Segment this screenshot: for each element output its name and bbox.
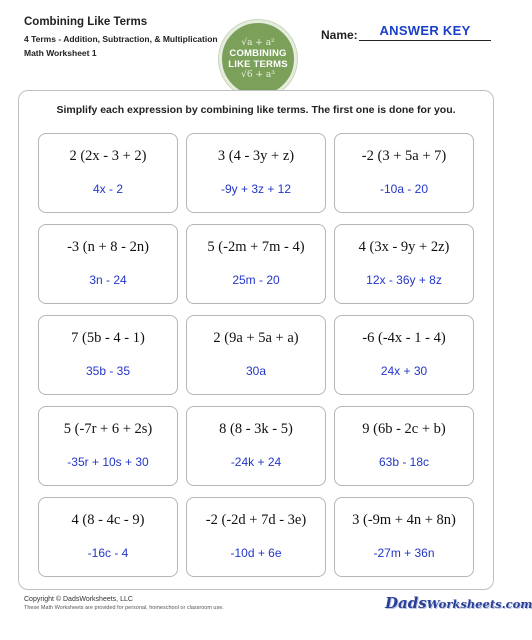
logo-rest-text: Worksheets.com: [426, 597, 532, 611]
problem-card: [334, 133, 474, 213]
problem-answer: 4x - 2: [92, 182, 123, 196]
problem-card: [334, 406, 474, 486]
problem-card: [38, 497, 178, 577]
problem-answer: 63b - 18c: [378, 455, 430, 469]
problem-expression: 4 (8 - 4c - 9): [71, 512, 145, 528]
worksheet-title: Combining Like Terms: [24, 16, 148, 28]
dadsworksheets-logo: [385, 594, 532, 612]
footer: [24, 595, 224, 612]
problem-card: [38, 406, 178, 486]
problem-card: [186, 133, 326, 213]
problem-card: [186, 315, 326, 395]
problem-card: [334, 224, 474, 304]
problem-expression: 2 (2x - 3 + 2): [69, 148, 147, 164]
badge-text-line1: COMBINING: [229, 48, 287, 59]
problem-expression: 9 (6b - 2c + b): [362, 421, 446, 437]
badge-symbols-bottom: √6 + a³: [241, 70, 275, 80]
problem-expression: 4 (3x - 9y + 2z): [358, 239, 450, 255]
problem-answer: 30a: [245, 364, 267, 378]
problem-answer: 3n - 24: [89, 273, 127, 287]
problem-card: [38, 315, 178, 395]
problem-answer: -35r + 10s + 30: [67, 455, 149, 469]
problem-answer: -16c - 4: [87, 546, 129, 560]
topic-badge-icon: [219, 20, 297, 98]
worksheet-number: Math Worksheet 1: [24, 48, 97, 58]
worksheet-subtitle: 4 Terms - Addition, Subtraction, & Multiplication: [24, 34, 218, 44]
answer-key-label: ANSWER KEY: [359, 23, 491, 41]
problem-answer: -24k + 24: [230, 455, 282, 469]
problem-answer: 35b - 35: [85, 364, 131, 378]
instructions: Simplify each expression by combining like terms. The first one is done for you.: [56, 104, 456, 116]
problem-card: [186, 224, 326, 304]
problem-card: [38, 133, 178, 213]
copyright-text: Copyright © DadsWorksheets, LLC: [24, 596, 133, 603]
problem-expression: 8 (8 - 3k - 5): [219, 421, 293, 437]
logo-main-text: Dads: [385, 594, 427, 612]
problem-answer: -27m + 36n: [373, 546, 435, 560]
problem-answer: 24x + 30: [380, 364, 428, 378]
problem-answer: -9y + 3z + 12: [220, 182, 292, 196]
problem-expression: 7 (5b - 4 - 1): [71, 330, 145, 346]
badge-symbols-top: √a + a²: [241, 38, 275, 48]
problem-answer: -10a - 20: [379, 182, 429, 196]
problem-card: [334, 315, 474, 395]
problem-card: [334, 497, 474, 577]
problem-expression: -2 (3 + 5a + 7): [361, 148, 447, 164]
problem-card: [186, 406, 326, 486]
problem-expression: 3 (-9m + 4n + 8n): [352, 512, 456, 528]
name-field: [321, 24, 491, 44]
problem-expression: -3 (n + 8 - 2n): [67, 239, 149, 255]
problem-expression: -6 (-4x - 1 - 4): [362, 330, 446, 346]
problem-expression: 3 (4 - 3y + z): [217, 148, 295, 164]
title-block: [24, 16, 218, 60]
problem-card: [38, 224, 178, 304]
problem-expression: 5 (-7r + 6 + 2s): [63, 421, 153, 437]
problem-expression: 5 (-2m + 7m - 4): [207, 239, 305, 255]
worksheet-header: [0, 0, 512, 90]
problem-expression: 2 (9a + 5a + a): [213, 330, 299, 346]
problem-expression: -2 (-2d + 7d - 3e): [205, 512, 307, 528]
problem-answer: 25m - 20: [232, 273, 280, 287]
problem-card: [186, 497, 326, 577]
name-label: Name:: [321, 28, 358, 42]
problem-answer: -10d + 6e: [230, 546, 282, 560]
problem-answer: 12x - 36y + 8z: [366, 273, 442, 287]
badge-text-line2: LIKE TERMS: [228, 59, 288, 70]
usage-note: These Math Worksheets are provided for personal, homeschool or classroom use.: [24, 605, 224, 611]
